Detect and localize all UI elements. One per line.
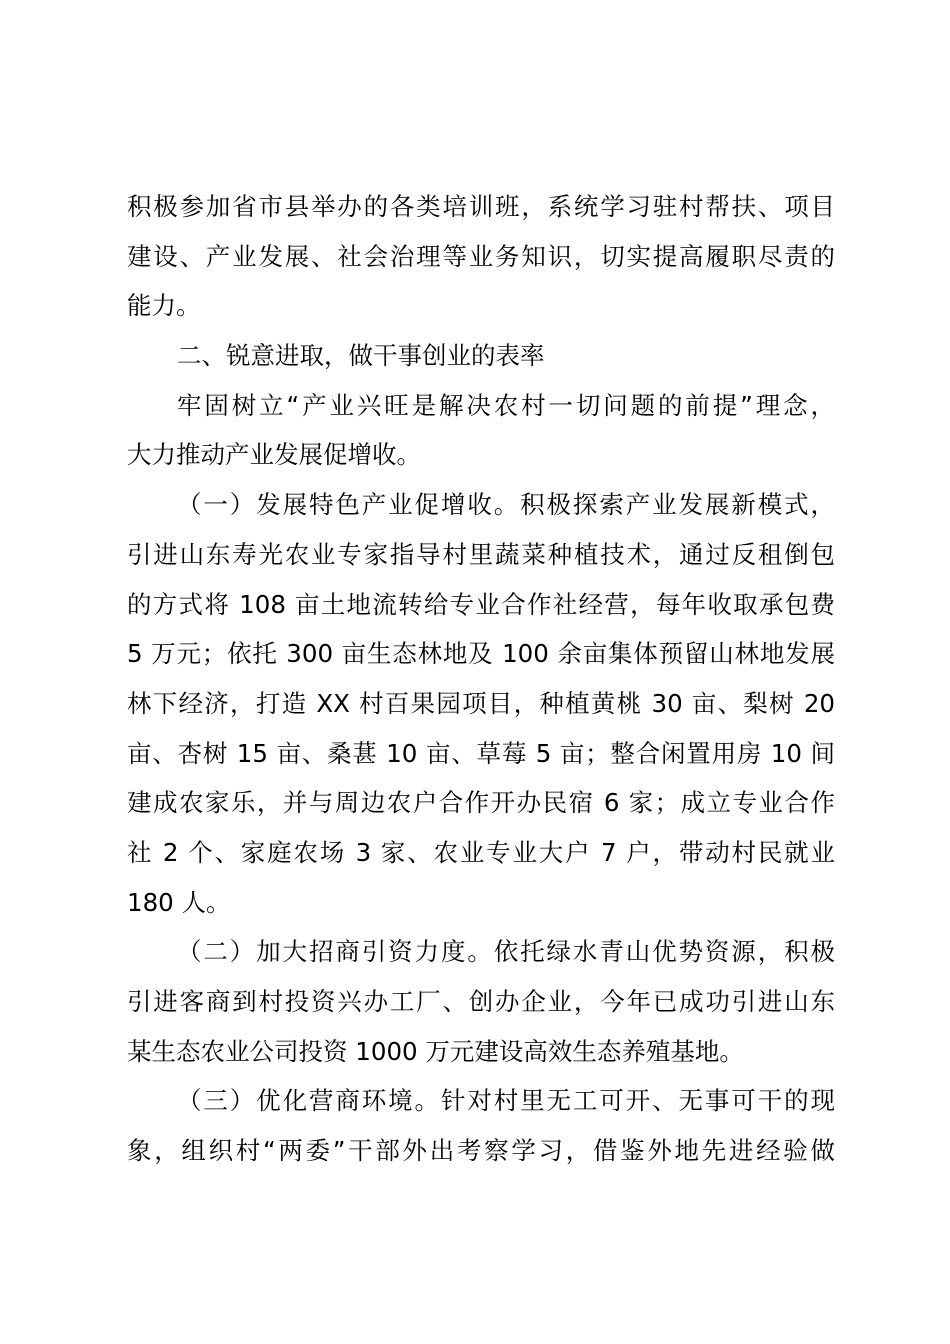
text-line: 社 2 个、家庭农场 3 家、农业专业大户 7 户，带动村民就业 [127, 837, 835, 867]
section-heading [127, 331, 835, 381]
text-line: （三）优化营商环境。针对村里无工可开、无事可干的现 [177, 1086, 835, 1116]
text-line: 某生态农业公司投资 1000 万元建设高效生态养殖基地。 [127, 1036, 744, 1066]
text-line: 建设、产业发展、社会治理等业务知识，切实提高履职尽责的 [127, 241, 835, 271]
text-line: （二）加大招商引资力度。依托绿水青山优势资源，积极 [177, 937, 835, 967]
paragraph [127, 480, 835, 927]
text-line: 引进山东寿光农业专家指导村里蔬菜种植技术，通过反租倒包 [127, 539, 835, 569]
text-line: 引进客商到村投资兴办工厂、创办企业，今年已成功引进山东 [127, 987, 835, 1016]
text-line: 牢固树立“产业兴旺是解决农村一切问题的前提”理念， [177, 390, 835, 420]
document-body [127, 182, 835, 1176]
paragraph [127, 927, 835, 1076]
text-line: 的方式将 108 亩土地流转给专业合作社经营，每年收取承包费 [127, 589, 835, 619]
paragraph [127, 381, 835, 480]
text-line: 180 人。 [127, 887, 231, 917]
text-line: 5 万元；依托 300 亩生态林地及 100 余亩集体预留山林地发展 [127, 639, 835, 669]
heading-line: 二、锐意进取，做干事创业的表率 [177, 341, 545, 371]
paragraph [127, 182, 835, 331]
text-line: （一）发展特色产业促增收。积极探索产业发展新模式， [177, 490, 835, 520]
text-line: 建成农家乐，并与周边农户合作开办民宿 6 家；成立专业合作 [127, 788, 835, 818]
text-line: 能力。 [127, 291, 201, 321]
text-line: 积极参加省市县举办的各类培训班，系统学习驻村帮扶、项目 [127, 192, 835, 221]
paragraph [127, 1076, 835, 1175]
text-line: 象，组织村“两委”干部外出考察学习，借鉴外地先进经验做 [127, 1136, 835, 1166]
text-line: 亩、杏树 15 亩、桑葚 10 亩、草莓 5 亩；整合闲置用房 10 间 [127, 738, 835, 768]
text-line: 大力推动产业发展促增收。 [127, 440, 421, 470]
text-line: 林下经济，打造 XX 村百果园项目，种植黄桃 30 亩、梨树 20 [127, 688, 835, 718]
